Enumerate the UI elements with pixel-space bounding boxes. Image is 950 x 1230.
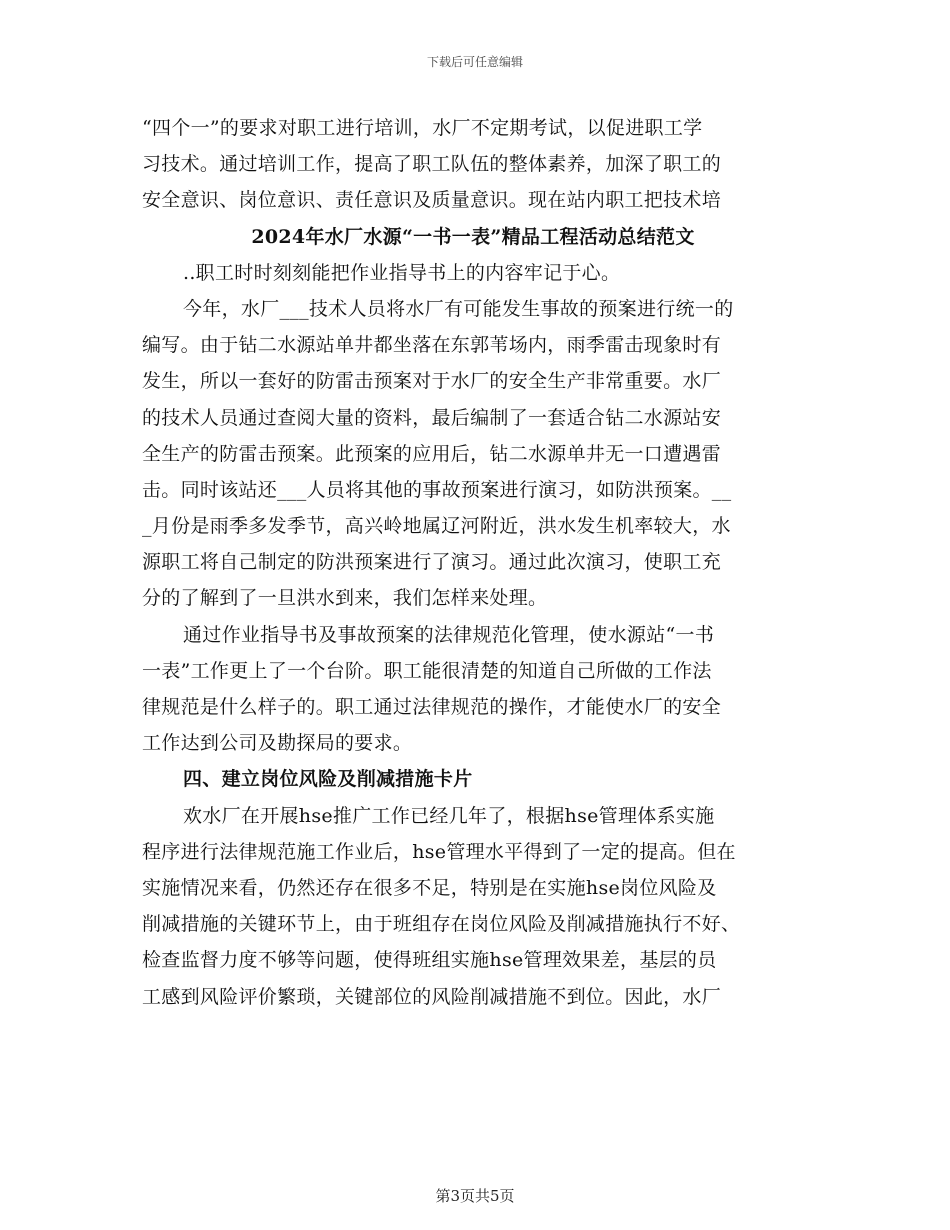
text-line: 律规范是什么样子的。职工通过法律规范的操作，才能使水厂的安全 [142,696,722,718]
text-line: 发生，所以一套好的防雷击预案对于水厂的安全生产非常重要。水厂 [142,370,722,393]
text-line: _月份是雨季多发季节，高兴岭地属辽河附近，洪水发生机率较大，水 [142,515,731,538]
text-line: 编写。由于钻二水源站单井都坐落在东郭苇场内，雨季雷击现象时有 [142,334,722,357]
text-line: 实施情况来看，仍然还存在很多不足，特别是在实施hse岗位风险及 [142,876,717,899]
text-line: 安全意识、岗位意识、责任意识及质量意识。现在站内职工把技术培 [142,189,722,212]
text-line: 全生产的防雷击预案。此预案的应用后，钻二水源单井无一口遭遇雷 [142,442,722,465]
text-line: 欢水厂在开展hse推广工作已经几年了，根据hse管理体系实施 [183,804,715,827]
page-footer: 第3页共5页 [435,1187,515,1205]
section-heading: 四、建立岗位风险及削减措施卡片 [183,768,473,791]
text-line: 习技术。通过培训工作，提高了职工队伍的整体素养，加深了职工的 [142,153,722,176]
text-line: 削减措施的关键环节上，由于班组存在岗位风险及削减措施执行不好、 [142,913,741,936]
text-line: 检查监督力度不够等问题，使得班组实施hse管理效果差，基层的员 [142,949,717,972]
document-title: 2024年水厂水源“一书一表”精品工程活动总结范文 [251,225,695,248]
page-header: 下载后可任意编辑 [426,55,523,69]
text-line: “四个一”的要求对职工进行培训，水厂不定期考试，以促进职工学 [142,117,703,139]
text-line: 源职工将自己制定的防洪预案进行了演习。通过此次演习，使职工充 [142,551,722,574]
text-line: 今年，水厂___技术人员将水厂有可能发生事故的预案进行统一的 [183,297,734,320]
document-body [142,110,810,1015]
text-line: 一表”工作更上了一个台阶。职工能很清楚的知道自己所做的工作法 [142,659,712,682]
text-line: 击。同时该站还___人员将其他的事故预案进行演习，如防洪预案。__ [142,478,732,501]
text-line: ..职工时时刻刻能把作业指导书上的内容牢记于心。 [183,261,621,284]
text-line: 分的了解到了一旦洪水到来，我们怎样来处理。 [142,587,548,610]
text-line: 通过作业指导书及事故预案的法律规范化管理，使水源站“一书 [183,623,715,646]
text-line: 工作达到公司及勘探局的要求。 [142,732,413,755]
text-line: 程序进行法律规范施工作业后，hse管理水平得到了一定的提高。但在 [142,840,736,863]
text-line: 的技术人员通过查阅大量的资料，最后编制了一套适合钻二水源站安 [142,406,722,429]
text-line: 工感到风险评价繁琐，关键部位的风险削减措施不到位。因此，水厂 [142,985,722,1008]
